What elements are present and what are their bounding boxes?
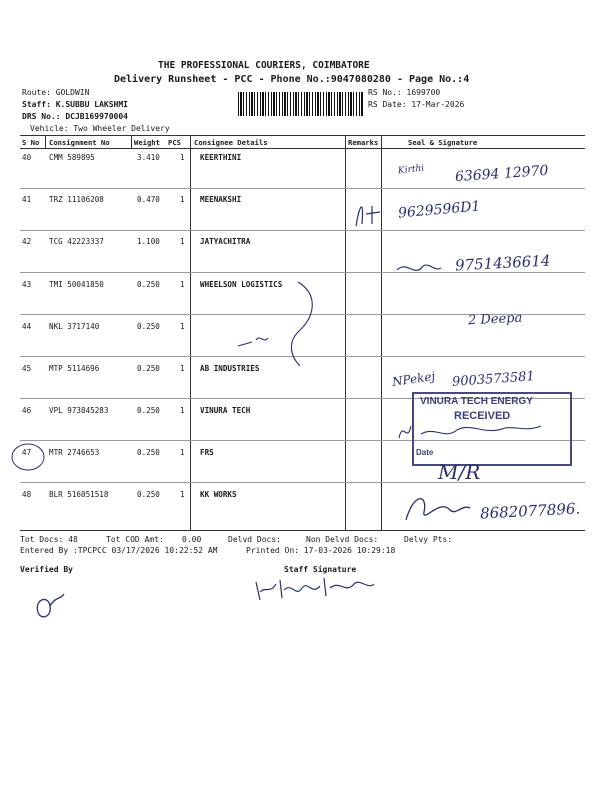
table-bottom-border	[20, 530, 585, 531]
handwritten-phone: 9003573581	[451, 369, 536, 390]
col-header-remarks: Remarks	[348, 138, 379, 147]
row-divider	[20, 230, 585, 231]
row-weight: 0.250	[137, 364, 160, 373]
vehicle-label: Vehicle: Two Wheeler Delivery	[30, 124, 170, 133]
runsheet-subtitle: Delivery Runsheet - PCC - Phone No.:9047080280 - Page No.:4	[114, 74, 470, 85]
rs-date: RS Date: 17-Mar-2026	[368, 100, 465, 109]
total-cod-label: Tot COD Amt:	[106, 535, 164, 544]
stamp-date: Date	[416, 448, 434, 457]
col-header-consignment: Consignment No	[49, 138, 110, 147]
row-consignee: KK WORKS	[200, 490, 237, 499]
col-divider	[381, 135, 382, 530]
row-sno: 48	[22, 490, 32, 499]
row-weight: 0.250	[137, 490, 160, 499]
stamp-company: VINURA TECH ENERGY	[420, 396, 533, 407]
row-weight: 0.470	[137, 195, 160, 204]
col-header-signature: Seal & Signature	[408, 138, 478, 147]
row-consignee: WHEELSON LOGISTICS	[200, 280, 283, 289]
table-header-border	[20, 148, 585, 149]
signature-scribble-icon	[393, 258, 443, 282]
col-header-pcs: PCS	[168, 138, 181, 147]
handwritten-phone: 9629596D1	[397, 198, 482, 222]
verifier-signature-icon	[30, 590, 70, 624]
row-sno: 44	[22, 322, 32, 331]
row-pcs: 1	[180, 490, 185, 499]
row-consignee: KEERTHINI	[200, 153, 242, 162]
row-pcs: 1	[180, 237, 185, 246]
row-consignment: MTR 2746653	[49, 448, 100, 457]
row-weight: 0.250	[137, 280, 160, 289]
row-sno: 47	[22, 448, 32, 457]
handwritten-name: 2 Deepa	[467, 310, 523, 329]
stamp-received: RECEIVED	[454, 410, 511, 422]
row-weight: 0.250	[137, 406, 160, 415]
handwritten-phone: 63694 12970	[454, 162, 549, 186]
row-consignment: TRZ 11106208	[49, 195, 104, 204]
delivered-docs: Delvd Docs:	[228, 535, 281, 544]
row-sno: 45	[22, 364, 32, 373]
row-weight: 0.250	[137, 322, 160, 331]
row-sno: 46	[22, 406, 32, 415]
entered-by: Entered By :TPCPCC 03/17/2026 10:22:52 AM	[20, 546, 218, 555]
handwritten-phone: 9751436614	[454, 251, 551, 275]
signature-scribble-icon	[228, 276, 328, 376]
col-header-sno: S No	[22, 138, 40, 147]
row-sno: 43	[22, 280, 32, 289]
company-title: THE PROFESSIONAL COURIERS, COIMBATORE	[158, 60, 370, 71]
row-divider	[20, 482, 585, 483]
printed-on: Printed On: 17-03-2026 10:29:18	[246, 546, 396, 555]
drs-label: DRS No.: DCJB169970004	[22, 112, 128, 121]
col-header-consignee: Consignee Details	[194, 138, 268, 147]
row-pcs: 1	[180, 406, 185, 415]
col-divider	[45, 135, 46, 148]
row-pcs: 1	[180, 195, 185, 204]
handwritten-phone: 8682077896.	[479, 499, 581, 523]
row-consignment: CMM 589895	[49, 153, 95, 162]
col-divider	[131, 135, 132, 148]
row-weight: 0.250	[137, 448, 160, 457]
staff-signature-icon	[250, 572, 380, 606]
row-pcs: 1	[180, 280, 185, 289]
non-delivered-docs: Non Delvd Docs:	[306, 535, 379, 544]
total-docs: Tot Docs: 48	[20, 535, 78, 544]
row-consignment: NKL 3717140	[49, 322, 100, 331]
staff-signature-label: Staff Signature	[284, 565, 357, 574]
row-consignment: BLR 516051518	[49, 490, 109, 499]
col-divider	[345, 135, 346, 530]
handwritten-initials: M/R	[438, 460, 481, 484]
row-sno: 40	[22, 153, 32, 162]
rs-number: RS No.: 1699700	[368, 88, 441, 97]
staff-label: Staff: K.SUBBU LAKSHMI	[22, 100, 128, 109]
row-pcs: 1	[180, 364, 185, 373]
verified-by-label: Verified By	[20, 565, 73, 574]
route-label: Route: GOLDWIN	[22, 88, 90, 97]
row-consignee: MEENAKSHI	[200, 195, 242, 204]
handwritten-scribble-icon: NPekej	[391, 369, 436, 389]
row-sno: 41	[22, 195, 32, 204]
barcode	[238, 92, 363, 116]
signature-scribble-icon	[400, 490, 480, 530]
row-pcs: 1	[180, 153, 185, 162]
total-cod-value: 0.00	[182, 535, 202, 544]
circle-mark-icon	[8, 440, 48, 474]
row-consignment: VPL 973845283	[49, 406, 109, 415]
row-pcs: 1	[180, 322, 185, 331]
row-consignee: FRS	[200, 448, 214, 457]
row-consignment: TCG 42223337	[49, 237, 104, 246]
row-divider	[20, 188, 585, 189]
row-weight: 1.100	[137, 237, 160, 246]
delivery-points: Delvy Pts:	[404, 535, 453, 544]
handwritten-scribble-icon: Kirthi	[397, 163, 425, 177]
col-divider	[190, 135, 191, 530]
row-pcs: 1	[180, 448, 185, 457]
col-header-weight: Weight	[134, 138, 160, 147]
signature-scribble-icon	[395, 416, 545, 446]
row-consignee: AB INDUSTRIES	[200, 364, 260, 373]
row-consignee: VINURA TECH	[200, 406, 251, 415]
row-sno: 42	[22, 237, 32, 246]
row-consignment: TMI 50041850	[49, 280, 104, 289]
row-consignee: JATYACHITRA	[200, 237, 251, 246]
row-weight: 3.410	[137, 153, 160, 162]
table-top-border	[20, 135, 585, 136]
signature-scribble-icon	[350, 196, 390, 232]
row-consignment: MTP 5114696	[49, 364, 100, 373]
